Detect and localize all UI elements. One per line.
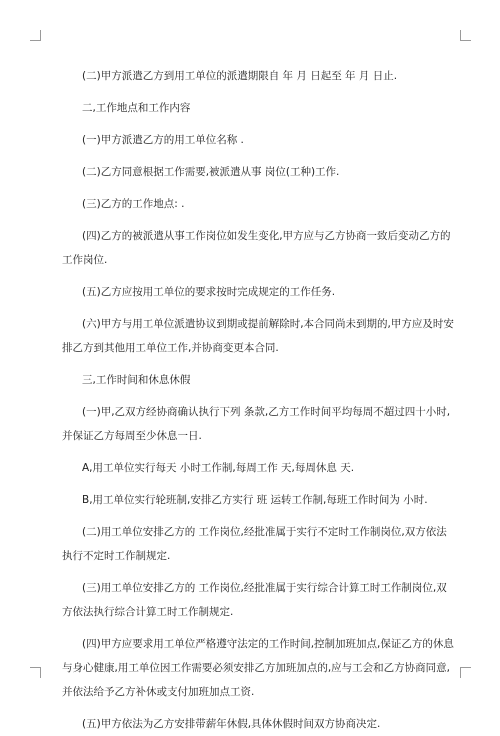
paragraph — [62, 632, 454, 704]
crop-mark-top-right — [460, 30, 471, 41]
paragraph-line: (四)乙方的被派遣从事工作岗位如发生变化,甲方应与乙方协商一致后变动乙方的 — [82, 230, 451, 242]
paragraph — [62, 224, 451, 272]
paragraph-line: 排乙方到其他用工单位工作,并协商变更本合同. — [62, 342, 279, 354]
paragraph — [62, 312, 454, 360]
paragraph-line: (二)用工单位安排乙方的 工作岗位,经批准属于实行不定时工作制岗位,双方依法 — [82, 526, 447, 538]
paragraph — [62, 64, 442, 88]
paragraph-line: (一)甲方派遣乙方的用工单位名称 . — [82, 134, 244, 146]
paragraph-line: (六)甲方与用工单位派遣协议到期或提前解除时,本合同尚未到期的,甲方应及时安 — [82, 318, 454, 330]
paragraph — [62, 96, 442, 120]
paragraph-line: 二,工作地点和工作内容 — [82, 102, 191, 114]
paragraph-line: (一)甲,乙双方经协商确认执行下列 条款,乙方工作时间平均每周不超过四十小时, — [82, 406, 451, 418]
paragraph-line: 并依法给予乙方补休或支付加班加点工资. — [62, 686, 255, 698]
paragraph-line: 并保证乙方每周至少休息一日. — [62, 430, 202, 442]
paragraph-line: (二)甲方派遣乙方到用工单位的派遣期限自 年 月 日起至 年 月 日止. — [82, 70, 398, 82]
paragraph — [62, 160, 442, 184]
paragraph-line: (三)用工单位安排乙方的 工作岗位,经批准属于实行综合计算工时工作制岗位,双 — [82, 582, 447, 594]
paragraph-line: 三,工作时间和休息休假 — [82, 374, 191, 386]
paragraph — [62, 712, 442, 736]
document-body — [62, 64, 454, 736]
paragraph — [62, 192, 442, 216]
crop-mark-bottom-right — [460, 667, 471, 678]
paragraph — [62, 280, 442, 304]
paragraph-line: (五)甲方依法为乙方安排带薪年休假,具体休假时间双方协商决定. — [82, 718, 381, 730]
paragraph-line: 工作岗位. — [62, 254, 108, 266]
paragraph-line: (三)乙方的工作地点: . — [82, 198, 185, 210]
paragraph-line: A,用工单位实行每天 小时工作制,每周工作 天,每周休息 天. — [82, 462, 355, 474]
paragraph — [62, 400, 451, 448]
paragraph-line: (五)乙方应按用工单位的要求按时完成规定的工作任务. — [82, 286, 336, 298]
paragraph — [62, 488, 442, 512]
crop-mark-top-left — [30, 30, 41, 41]
paragraph — [62, 576, 447, 624]
crop-mark-bottom-left — [30, 667, 41, 678]
paragraph — [62, 128, 442, 152]
paragraph — [62, 520, 447, 568]
paragraph-line: (四)甲方应要求用工单位严格遵守法定的工作时间,控制加班加点,保证乙方的休息 — [82, 638, 454, 650]
paragraph — [62, 456, 442, 480]
paragraph-line: 与身心健康,用工单位因工作需要必须安排乙方加班加点的,应与工会和乙方协商同意, — [62, 662, 451, 674]
paragraph-line: (二)乙方同意根据工作需要,被派遣从事 岗位(工种)工作. — [82, 166, 340, 178]
paragraph-line: 方依法执行综合计算工时工作制规定. — [62, 606, 234, 618]
paragraph-line: B,用工单位实行轮班制,安排乙方实行 班 运转工作制,每班工作时间为 小时. — [82, 494, 428, 506]
paragraph — [62, 368, 442, 392]
paragraph-line: 执行不定时工作制规定. — [62, 550, 171, 562]
